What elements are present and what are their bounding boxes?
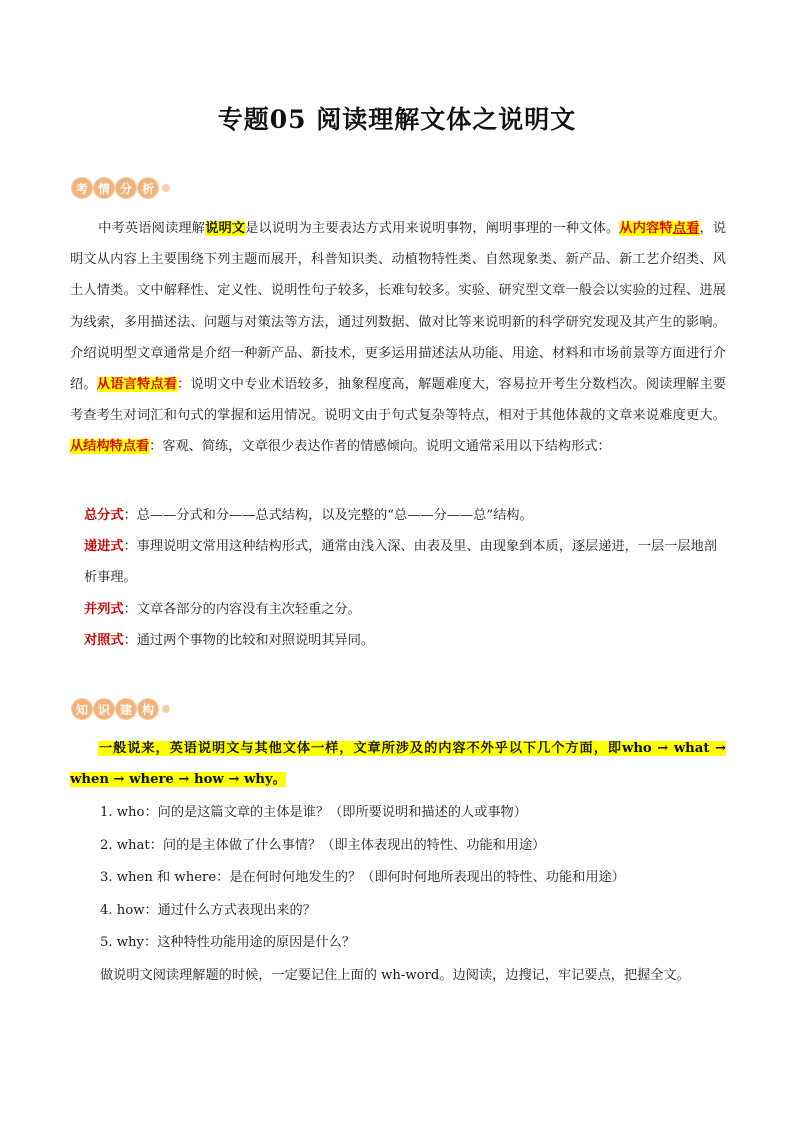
structure-list [70, 500, 730, 656]
badge-char: 情 [94, 178, 114, 198]
knowledge-lead-sequence: when → where → how → why。 [70, 772, 286, 788]
badge-char: 分 [116, 178, 136, 198]
intro-text: 是以说明为主要表达方式用来说明事物，阐明事理的一种文体。 [245, 221, 620, 236]
structure-label: 并列式 [84, 601, 124, 617]
badge-char: 考 [72, 178, 92, 198]
knowledge-lead-sequence: who → what → [621, 741, 726, 756]
highlight-structure-perspective: 从结构特点看 [70, 439, 150, 455]
intro-text: ：客观、简练，文章很少表达作者的情感倾向。说明文通常采用以下结构形式： [149, 439, 611, 455]
knowledge-lead [70, 733, 726, 795]
highlight-content-perspective: 点看 [672, 221, 700, 236]
wh-question-list [100, 797, 740, 992]
highlight-term: 说明文 [205, 221, 246, 236]
wh-item: 1. who：问的是这篇文章的主体是谁？（即所要说明和描述的人或事物） [100, 805, 527, 820]
wh-item: 2. what：问的是主体做了什么事情？（即主体表现出的特性、功能和用途） [100, 837, 546, 853]
badge-char: 构 [138, 699, 158, 719]
structure-label: 对照式 [84, 632, 124, 648]
structure-item [70, 594, 730, 625]
knowledge-lead-text: 一般说来，英语说明文与其他文体一样，文章所涉及的内容不外乎以下几个方面，即 [98, 741, 622, 756]
wh-item: 3. when 和 where：是在何时何地发生的？（即何时何地所表现出的特性、功能和用途） [100, 870, 625, 885]
badge-char: 析 [138, 178, 158, 198]
structure-label: 总分式 [84, 508, 124, 523]
section-badge-exam-analysis [72, 176, 170, 200]
wh-item: 4. how：通过什么方式表现出来的？ [100, 902, 316, 918]
structure-text: ：通过两个事物的比较和对照说明其异同。 [123, 632, 375, 648]
highlight-language-perspective: 从语言特点看 [96, 377, 178, 393]
structure-text: ：总——分式和分——总式结构，以及完整的“总——分——总”结构。 [123, 508, 533, 523]
intro-text: ，说明文从内容上主要围绕下列主题而展开，科普知识类、动植物特性类、自然现象类、新产品、新工艺介绍类、风土人情类。文中解释性、定义性、说明性句子较多，长难句较多。实验、研究型文章一般会以实验的过程、进展为线索，多用描述法、问题与对策法等方法，通过列数据、做对比等来说明新的科学研究发现及其产生的影响。介绍说明型文章通常是介绍一种新产品、新技术，更多运用描述法从功能、用途、材料和市场前景等方面进行介绍。 [70, 221, 727, 393]
closing-text: 做说明文阅读理解题的时候，一定要记住上面的 wh-word。边阅读，边搜记，牢记要点，把握全文。 [100, 967, 690, 983]
highlight-content-perspective: 从内容特 [619, 221, 673, 236]
structure-text: ：文章各部分的内容没有主次轻重之分。 [123, 601, 361, 617]
structure-item [70, 500, 730, 531]
intro-text: 中考英语阅读理解 [98, 221, 206, 236]
badge-char: 知 [72, 699, 92, 719]
structure-text: ：事理说明文常用这种结构形式，通常由浅入深、由表及里、由现象到本质，逐层递进，一层一层地剖析事理。 [84, 539, 717, 586]
wh-item: 5. why：这种特性功能用途的原因是什么？ [100, 935, 356, 950]
badge-tail-dot [162, 184, 170, 192]
intro-paragraph [70, 213, 726, 463]
structure-label: 递进式 [84, 539, 124, 555]
structure-item [70, 531, 730, 593]
badge-char: 建 [116, 699, 136, 719]
intro-text: ：说明文中专业术语较多，抽象程度高，解题难度大，容易拉开考生分数档次。阅读理解主要考查考生对词汇和句式的掌握和运用情况。说明文由于句式复杂等特点，相对于其他体裁的文章来说难度更大。 [70, 377, 727, 424]
badge-char: 识 [94, 699, 114, 719]
badge-tail-dot [162, 705, 170, 713]
section-badge-knowledge [72, 697, 170, 721]
page-title: 专题05 阅读理解文体之说明文 [217, 105, 577, 134]
structure-item [70, 625, 730, 656]
